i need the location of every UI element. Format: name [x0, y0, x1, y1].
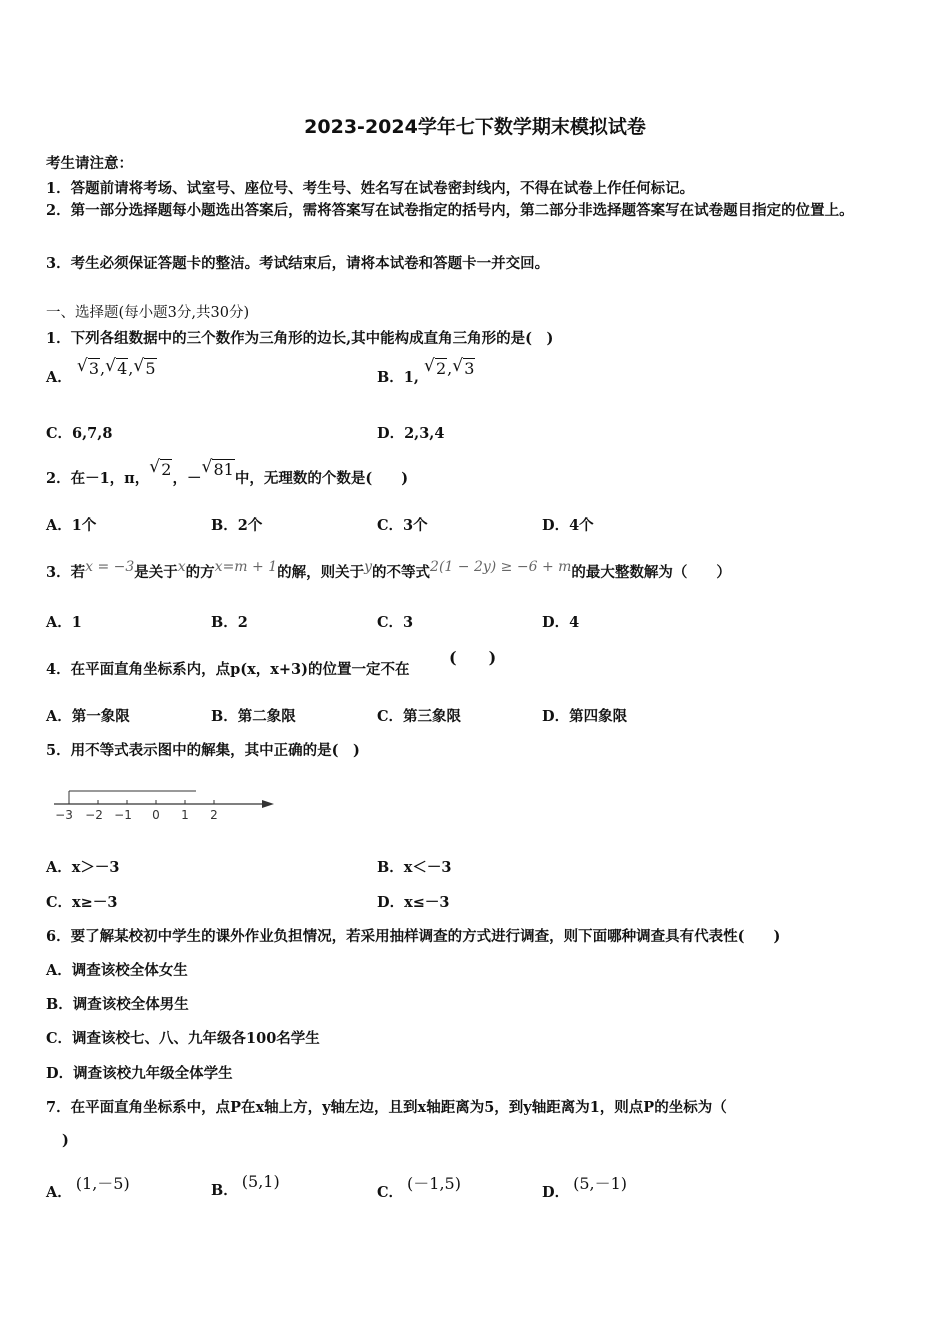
notice-heading: 考生请注意： — [46, 155, 133, 172]
q1-b-math: √ 2, √ 3 — [423, 356, 475, 378]
q7-option-b[interactable]: B． (5,1) — [211, 1172, 280, 1199]
number-line-figure — [52, 788, 282, 824]
q3-option-a[interactable]: A．1 — [46, 614, 82, 631]
tick-label: 2 — [210, 808, 218, 822]
q4-option-c[interactable]: C．第三象限 — [377, 708, 462, 725]
tick-label: 0 — [152, 808, 160, 822]
q6-option-c[interactable]: C．调查该校七、八、九年级各100名学生 — [46, 1030, 320, 1047]
q2-option-b[interactable]: B．2个 — [211, 517, 263, 534]
notice-item-2: 2．第一部分选择题每小题选出答案后，需将答案写在试卷指定的括号内，第二部分非选择题答案写在试卷题目指定的位置上。 — [46, 202, 854, 219]
notice-item-1: 1．答题前请将考场、试室号、座位号、考生号、姓名写在试卷密封线内，不得在试卷上作任何标记。 — [46, 180, 695, 197]
notice-item-3: 3．考生必须保证答题卡的整洁。考试结束后，请将本试卷和答题卡一并交回。 — [46, 255, 550, 272]
q7-option-d[interactable]: D． (5,－1) — [542, 1174, 628, 1201]
tick-label: −2 — [85, 808, 103, 822]
q3-option-c[interactable]: C．3 — [377, 614, 414, 631]
sqrt-icon: √ 4 — [105, 356, 128, 378]
q6-option-d[interactable]: D．调查该校九年级全体学生 — [46, 1065, 233, 1082]
q5-option-d[interactable]: D．x≤－3 — [377, 894, 450, 911]
q1-option-a[interactable] — [46, 356, 157, 387]
q5-stem: 5．用不等式表示图中的解集，其中正确的是( ) — [46, 742, 360, 759]
q2-stem: 2．在－1，π， √ 2，－ √ 81中，无理数的个数是( ) — [46, 457, 409, 487]
axis-arrow-icon — [262, 800, 274, 808]
q1-option-b[interactable] — [377, 356, 475, 387]
q7-stem: 7．在平面直角坐标系中，点P在x轴上方，y轴左边，且到x轴距离为5，到y轴距离为1，则点P的坐标为（ — [46, 1099, 727, 1116]
sqrt-icon: √ 2 — [149, 457, 172, 479]
q1-a-math: √ 3, √ 4, √ 5 — [76, 356, 156, 378]
q1-b-label: B．1, — [377, 369, 419, 386]
q7-option-a[interactable]: A． (1,－5) — [46, 1174, 130, 1201]
sqrt-icon: √ 81 — [201, 457, 234, 479]
q7-stem-close: ) — [62, 1132, 69, 1149]
q1-stem: 1．下列各组数据中的三个数作为三角形的边长,其中能构成直角三角形的是( ) — [46, 330, 554, 347]
sqrt-icon: √ 5 — [133, 356, 156, 378]
q2-option-a[interactable]: A．1个 — [46, 517, 97, 534]
q7-option-c[interactable]: C． (－1,5) — [377, 1174, 461, 1201]
q6-option-b[interactable]: B．调查该校全体男生 — [46, 996, 189, 1013]
q1-option-c[interactable]: C．6,7,8 — [46, 425, 113, 442]
tick-label: −1 — [114, 808, 132, 822]
q3-stem: 3．若x = −3是关于x的方x=m + 1的解，则关于y的不等式2(1 − 2y) ≥ −6 + m的最大整数解为（ ） — [46, 559, 731, 581]
q3-option-d[interactable]: D．4 — [542, 614, 580, 631]
q3-option-b[interactable]: B．2 — [211, 614, 248, 631]
page-title: 2023-2024学年七下数学期末模拟试卷 — [304, 116, 646, 138]
tick-label: −3 — [55, 808, 73, 822]
tick-label: 1 — [181, 808, 189, 822]
q5-option-c[interactable]: C．x≥－3 — [46, 894, 118, 911]
section-heading: 一、选择题(每小题3分,共30分) — [46, 305, 250, 321]
sqrt-icon: √ 3 — [452, 356, 475, 378]
q1-a-label: A． — [46, 369, 72, 386]
q4-option-d[interactable]: D．第四象限 — [542, 708, 628, 725]
q1-option-d[interactable]: D．2,3,4 — [377, 425, 445, 442]
q4-option-b[interactable]: B．第二象限 — [211, 708, 296, 725]
q6-option-a[interactable]: A．调查该校全体女生 — [46, 962, 188, 979]
q4-option-a[interactable]: A．第一象限 — [46, 708, 130, 725]
q4-stem: 4．在平面直角坐标系内，点p(x，x+3)的位置一定不在 — [46, 661, 410, 678]
q2-option-d[interactable]: D．4个 — [542, 517, 594, 534]
q5-option-a[interactable]: A．x＞－3 — [46, 859, 120, 876]
sqrt-icon: √ 2 — [423, 356, 447, 378]
q6-stem: 6．要了解某校初中学生的课外作业负担情况，若采用抽样调查的方式进行调查，则下面哪种调查具有代表性( ) — [46, 928, 781, 945]
q4-paren: ( ) — [449, 648, 497, 667]
q5-option-b[interactable]: B．x＜－3 — [377, 859, 452, 876]
q2-option-c[interactable]: C．3个 — [377, 517, 428, 534]
sqrt-icon: √ 3 — [76, 356, 100, 378]
